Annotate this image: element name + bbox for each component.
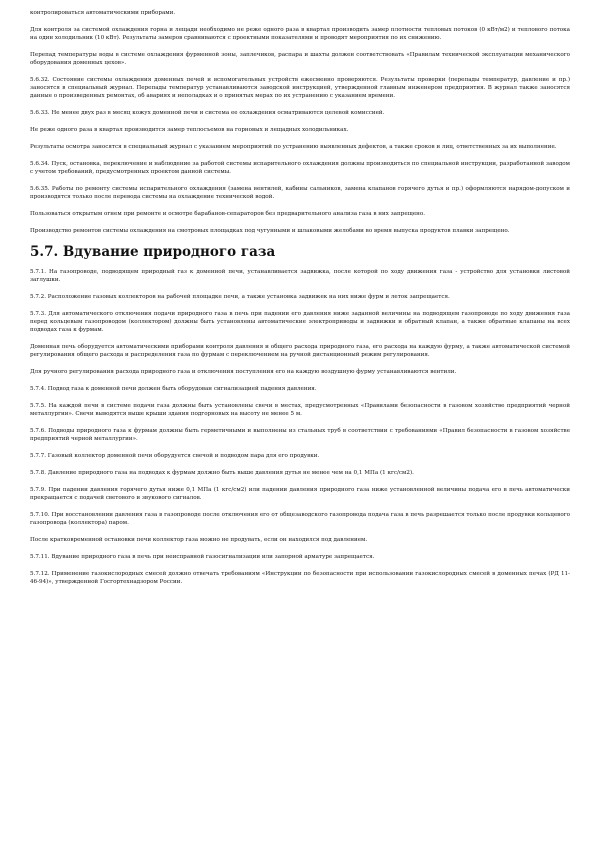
paragraph-temperature-drop: Перепад температуры воды в системе охлаждения фурменной зоны, заплечиков, распара и шахты должен соответствовать «Правилам технической эксплуатации механического оборудования доменных цехов». [30,52,570,66]
paragraph-5-7-7: 5.7.7. Газовый коллектор доменной печи оборудуется свечой и подводом пара для его продувки. [30,453,320,459]
paragraph-5-7-12: 5.7.12. Применение газокислородных смесей должно отвечать требованиям «Инструкции по безопасности при использовании газокислородных смесей в доменных печах (РД 11-46-94)», утвержденной Госгортехнадзором России. [30,571,570,585]
paragraph-5-6-35: 5.6.35. Работы по ремонту системы испарительного охлаждения (замена вентилей, кабины сальников, замена клапанов горячего дутья и пр.) оформляются нарядом-допуском и производятся только после перевода системы на охлаждение технической водой. [30,186,570,200]
paragraph-5-7-3: 5.7.3. Для автоматического отключения подачи природного газа в печь при падении его давления ниже заданной величины на подводящем газопроводе по ходу движения газа перед кольцевым газопроводом (коллектором) должны быть установлены автоматические электроприводы и задвижки и обратный клапан, а также обратные клапаны на всех подводах газа к фурмам. [30,311,570,333]
paragraph-inspection-journal: Результаты осмотра заносятся в специальный журнал с указанием мероприятий по устранению выявленных дефектов, а также сроков и лиц, ответственных за их выполнение. [30,144,557,150]
paragraph-5-6-34: 5.6.34. Пуск, остановка, переключение и наблюдение за работой системы испарительного охлаждения должны производиться по специальной инструкции, разработанной заводом с учетом требований, предусмотренных проектом данной системы. [30,161,570,175]
paragraph-5-7-10: 5.7.10. При восстановлении давления газа в газопроводе после отключения его от общезаводского газопровода подача газа в печь разрешается только после продувки кольцевого газопровода (коллектора) паром. [30,512,570,526]
paragraph-5-7-11: 5.7.11. Вдувание природного газа в печь при неисправной газосигнализации или запорной арматуре запрещается. [30,554,375,560]
paragraph-5-7-4: 5.7.4. Подвод газа к доменной печи должен быть оборудован сигнализацией падения давления. [30,386,317,392]
paragraph-5-7-6: 5.7.6. Подводы природного газа к фурмам должны быть герметичными и выполнены из стальных труб в соответствии с требованиями «Правил безопасности в газовом хозяйстве предприятий черной металлургии». [30,428,570,442]
paragraph-quarterly-measurement: Не реже одного раза в квартал производится замер теплосъемов на горновых и лещадных холодильниках. [30,127,349,133]
paragraph-gas-control-devices: Доменная печь оборудуется автоматическими приборами контроля давления и общего расхода природного газа, его расхода на каждую фурму, а также автоматической системой регулирования общего расхода и распределения газа по фурмам с переключением на ручной дистанционный режим регулирования. [30,344,570,358]
section-heading: 5.7. Вдувание природного газа [30,244,276,260]
paragraph-repair-ban: Производство ремонтов системы охлаждения на смотровых площадках под чугунными и шлаковыми желобами во время выпуска продуктов плавки запрещено. [30,228,510,234]
paragraph-heat-flow-measurement: Для контроля за системой охлаждения горна и лещади необходимо не реже одного раза в квартал производить замер плотности тепловых потоков (0 кВт/м2) и теплового потока на один холодильник (10 кВт). Результаты замеров сравниваются с проектными показателями и проводят мероприятия по их снижению. [30,27,570,41]
paragraph-5-7-5: 5.7.5. На каждой печи в системе подачи газа должны быть установлены свечи в местах, предусмотренных «Правилами безопасности в газовом хозяйстве предприятий черной металлургии». Свечи выводятся выше крыши здания подгорновых на высоту не менее 5 м. [30,403,570,417]
paragraph-5-6-33: 5.6.33. Не менее двух раз в месяц кожух доменной печи и система ее охлаждения осматриваются целевой комиссией. [30,110,385,116]
paragraph-short-stop: После кратковременной остановки печи коллектор газа можно не продувать, если он находился под давлением. [30,537,368,543]
paragraph-open-fire-ban: Пользоваться открытым огнем при ремонте и осмотре барабанов-сепараторов без предварительного анализа газа в них запрещено. [30,211,426,217]
paragraph-5-6-32: 5.6.32. Состояние системы охлаждения доменных печей и вспомогательных устройств ежесменно проверяются. Результаты проверки (перепады температур, давление и пр.) заносятся в специальный журнал. Перепады температур устанавливаются заводской инструкцией, утвержденной главным инженером предприятия. В журнал также заносятся данные о произведенных ремонтах, об авариях и неполадках и о принятых мерах по их устранению с указанием времени. [30,77,570,99]
paragraph-5-7-9: 5.7.9. При падении давления горячего дутья ниже 0,1 МПа (1 кгс/см2) или падении давления природного газа ниже установленной величины подача его в печь автоматически прекращается с подачей светового и звукового сигналов. [30,487,570,501]
paragraph-5-7-1: 5.7.1. На газопроводе, подводящем природный газ к доменной печи, устанавливается задвижка, после которой по ходу движения газа - устройство для установки листовой заглушки. [30,269,570,283]
paragraph-5-7-8: 5.7.8. Давление природного газа на подводах к фурмам должно быть выше давления дутья не менее чем на 0,1 МПа (1 кгс/см2). [30,470,414,476]
document-body [30,9,570,595]
paragraph-manual-valves: Для ручного регулирования расхода природного газа и отключения поступления его на каждую воздушную фурму устанавливаются вентили. [30,369,457,375]
paragraph-5-7-2: 5.7.2. Расположение газовых коллекторов на рабочей площадке печи, а также установка задвижек на них ниже фурм и леток запрещается. [30,294,450,300]
paragraph-cooling-control-end: контролироваться автоматическими приборами. [30,10,176,16]
